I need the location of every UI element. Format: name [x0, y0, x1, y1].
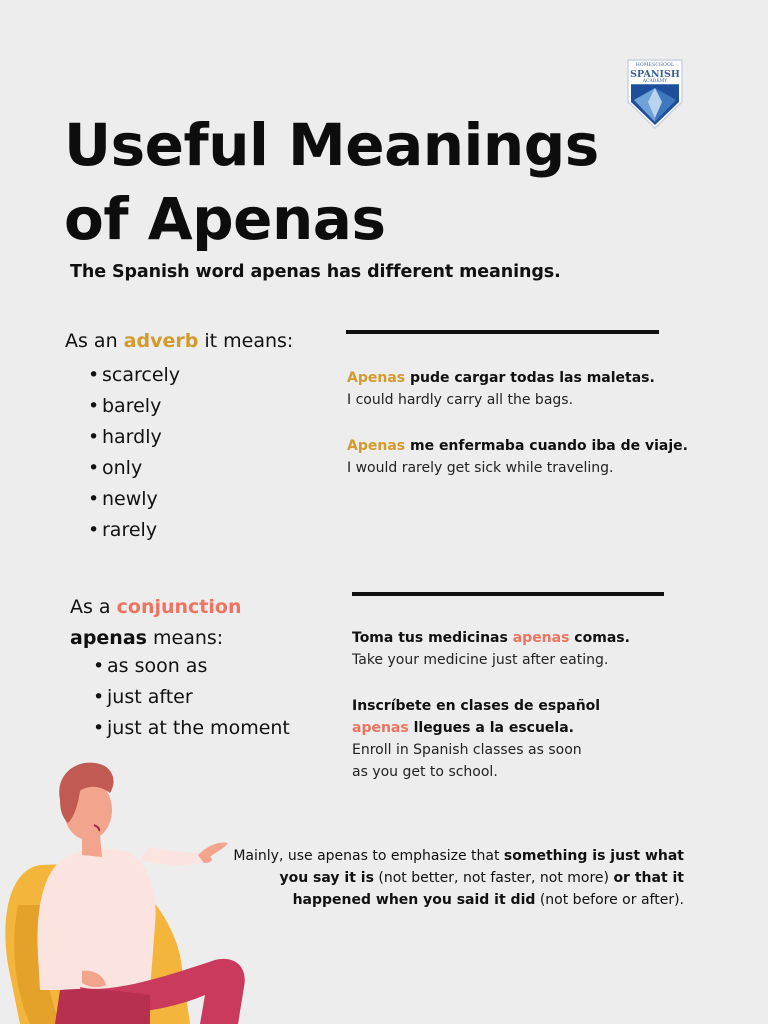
adverb-meanings-list — [88, 360, 180, 546]
note-emphasis: or that it happened when you said it did — [292, 870, 684, 908]
list-item: • scarcely — [88, 360, 180, 391]
adverb-example-2 — [347, 435, 688, 479]
example-spanish-rest: me enfermaba cuando iba de viaje. — [405, 438, 688, 454]
divider — [352, 592, 664, 596]
list-item: • as soon as — [93, 651, 290, 682]
apenas-highlight: apenas — [512, 630, 570, 646]
apenas-highlight: Apenas — [347, 370, 406, 386]
list-item: • rarely — [88, 515, 180, 546]
example-spanish — [347, 367, 655, 389]
adverb-example-1 — [347, 367, 655, 411]
conjunction-intro-prefix: As a — [70, 596, 117, 618]
example-english-line-1: Enroll in Spanish classes as soon — [352, 742, 582, 758]
note-text: Mainly, use apenas to emphasize that — [233, 848, 504, 864]
logo-line-3: ACADEMY — [642, 79, 668, 84]
lower-legs-shape — [55, 989, 150, 1024]
logo-line-2: SPANISH — [630, 68, 680, 80]
example-spanish-post: comas. — [569, 630, 630, 646]
example-spanish-line-2 — [352, 717, 600, 739]
person-illustration — [0, 755, 260, 1024]
example-spanish-line-1: Inscríbete en clases de español — [352, 698, 601, 714]
example-english: Take your medicine just after eating. — [352, 652, 609, 668]
divider — [346, 330, 659, 334]
apenas-highlight: Apenas — [347, 438, 406, 454]
title-line-1: Useful Meanings — [64, 111, 599, 179]
usage-note — [222, 845, 684, 911]
example-spanish — [352, 627, 630, 649]
list-item: • just after — [93, 682, 290, 713]
conjunction-label: conjunction — [116, 596, 242, 618]
title-line-2: of Apenas — [64, 185, 386, 253]
conjunction-meanings-list — [93, 651, 290, 744]
conjunction-intro — [70, 592, 241, 654]
adverb-intro-prefix: As an — [65, 330, 124, 352]
adverb-intro-suffix: it means: — [198, 330, 294, 352]
note-emphasis: something is just what you say it is — [279, 848, 684, 886]
list-item: • just at the moment — [93, 713, 290, 744]
hand-shape — [198, 843, 228, 864]
adverb-intro — [65, 330, 293, 352]
example-spanish-post: llegues a la escuela. — [408, 720, 574, 736]
example-spanish-rest: pude cargar todas las maletas. — [405, 370, 655, 386]
example-english: I could hardly carry all the bags. — [347, 392, 574, 408]
note-text: (not before or after). — [535, 892, 684, 908]
list-item: • hardly — [88, 422, 180, 453]
apenas-word: apenas — [70, 627, 147, 649]
example-english: I would rarely get sick while traveling. — [347, 460, 614, 476]
example-spanish-pre: Toma tus medicinas — [352, 630, 513, 646]
list-item: • barely — [88, 391, 180, 422]
subtitle: The Spanish word apenas has different meanings. — [70, 262, 561, 282]
page-title — [64, 108, 704, 256]
apenas-highlight: apenas — [352, 720, 409, 736]
logo-line-1: HOMESCHOOL — [635, 63, 675, 68]
list-item: • newly — [88, 484, 180, 515]
example-english-line-2: as you get to school. — [352, 764, 498, 780]
adverb-label: adverb — [123, 330, 199, 352]
arm-shape — [140, 847, 205, 865]
conjunction-intro-suffix: means: — [146, 627, 224, 649]
conjunction-example-1 — [352, 627, 630, 671]
note-text: (not better, not faster, not more) — [373, 870, 614, 886]
conjunction-example-2 — [352, 695, 600, 783]
list-item: • only — [88, 453, 180, 484]
example-spanish — [347, 435, 688, 457]
